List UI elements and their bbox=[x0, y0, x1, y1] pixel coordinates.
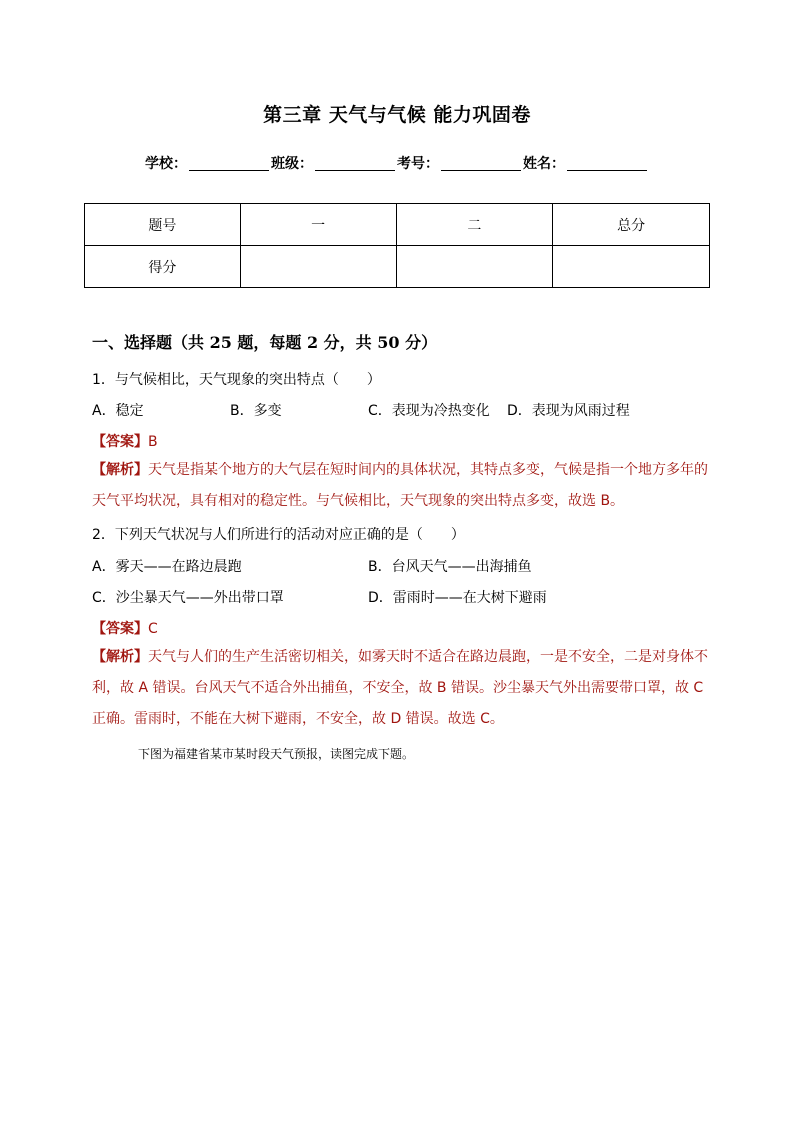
score-cell-part-2[interactable] bbox=[396, 246, 553, 288]
q1-option-b: B．多变 bbox=[230, 403, 282, 419]
score-table bbox=[84, 203, 710, 288]
name-blank[interactable] bbox=[567, 156, 647, 171]
name-label: 姓名： bbox=[523, 156, 565, 172]
header-cell-part-2: 二 bbox=[396, 204, 553, 246]
q2-option-c: C．沙尘暴天气——外出带口罩 bbox=[92, 590, 284, 606]
header-cell-question: 题号 bbox=[85, 204, 241, 246]
q1-option-d: D．表现为风雨过程 bbox=[507, 403, 630, 419]
page-title: 第三章 天气与气候 能力巩固卷 bbox=[263, 104, 531, 126]
q2-answer-value: C bbox=[148, 621, 158, 637]
q1-stem: 1．与气候相比，天气现象的突出特点（ ） bbox=[92, 372, 381, 388]
q1-analysis bbox=[92, 455, 712, 517]
q2-answer bbox=[92, 618, 158, 638]
school-blank[interactable] bbox=[189, 156, 269, 171]
q1-answer-value: B bbox=[148, 434, 158, 450]
score-cell-part-1[interactable] bbox=[240, 246, 396, 288]
q2-analysis-text: 天气与人们的生产生活密切相关，如雾天时不适合在路边晨跑，一是不安全，二是对身体不利，故 A 错误。台风天气不适合外出捕鱼，不安全，故 B 错误。沙尘暴天气外出需要带口罩，故 C 正确。雷雨时，不能在大树下避雨，不安全，故 D 错误。故选 C。 bbox=[92, 649, 708, 727]
exam-no-blank[interactable] bbox=[441, 156, 521, 171]
score-cell-total[interactable] bbox=[553, 246, 710, 288]
score-table-header-row bbox=[85, 204, 710, 246]
student-info-line bbox=[0, 153, 794, 173]
q2-option-b: B．台风天气——出海捕鱼 bbox=[368, 559, 532, 575]
exam-no-label: 考号： bbox=[397, 156, 439, 172]
q2-option-d: D．雷雨时——在大树下避雨 bbox=[368, 590, 547, 606]
school-label: 学校： bbox=[145, 156, 187, 172]
q2-answer-tag: 【答案】 bbox=[92, 621, 148, 637]
q1-analysis-tag: 【解析】 bbox=[92, 462, 148, 478]
header-cell-part-1: 一 bbox=[240, 204, 396, 246]
q2-stem: 2．下列天气状况与人们所进行的活动对应正确的是（ ） bbox=[92, 527, 465, 543]
class-blank[interactable] bbox=[315, 156, 395, 171]
score-table-score-row bbox=[85, 246, 710, 288]
q1-option-a: A．稳定 bbox=[92, 403, 144, 419]
header-cell-total: 总分 bbox=[553, 204, 710, 246]
score-row-label: 得分 bbox=[85, 246, 241, 288]
q2-analysis-tag: 【解析】 bbox=[92, 649, 148, 665]
class-label: 班级： bbox=[271, 156, 313, 172]
q1-answer-tag: 【答案】 bbox=[92, 434, 148, 450]
figure-note: 下图为福建省某市某时段天气预报，读图完成下题。 bbox=[138, 747, 415, 761]
q1-analysis-text: 天气是指某个地方的大气层在短时间内的具体状况，其特点多变，气候是指一个地方多年的天气平均状况，具有相对的稳定性。与气候相比，天气现象的突出特点多变，故选 B。 bbox=[92, 462, 708, 509]
section-heading: 一、选择题（共 25 题，每题 2 分，共 50 分） bbox=[92, 333, 438, 352]
q2-option-a: A．雾天——在路边晨跑 bbox=[92, 559, 242, 575]
q1-option-c: C．表现为冷热变化 bbox=[368, 403, 490, 419]
q1-answer bbox=[92, 431, 158, 451]
q2-analysis bbox=[92, 642, 712, 735]
